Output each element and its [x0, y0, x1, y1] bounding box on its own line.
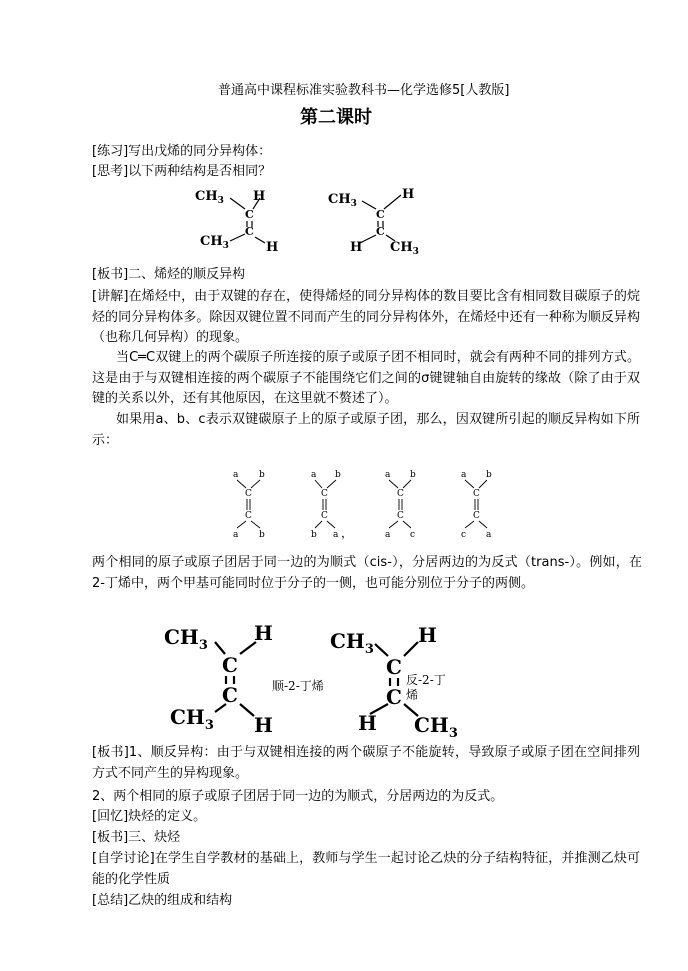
a-label: a — [385, 530, 391, 540]
a-label: a — [233, 530, 239, 540]
trans-butene-label: 反-2-丁 — [406, 673, 446, 687]
carbon-label: C — [245, 208, 254, 221]
page-title: 第二课时 — [300, 107, 372, 128]
a-label: a — [486, 530, 492, 540]
h-label: H — [418, 623, 437, 647]
explain-paragraph: [讲解]在烯烃中，由于双键的存在，使得烯烃的同分异构体的数目要比含有相同数目碳原子的烷烃的同分异构体多。除因双键位置不同而产生的同分异构体外，在烯烃中还有一种称为顺反异构（也称几何异构）的现象。 — [92, 289, 640, 345]
a-label: a — [333, 530, 339, 540]
carbon-label: C — [245, 489, 252, 499]
carbon-label: C — [376, 208, 385, 221]
ch3-label: $CH_3$ — [170, 705, 214, 733]
h-label: H — [254, 621, 273, 645]
h-label: H — [402, 187, 415, 202]
b-label: b — [486, 470, 492, 480]
h-label: H — [254, 713, 273, 737]
ch3-label: $CH_3$ — [414, 713, 458, 740]
ch3-label: $CH_3$ — [328, 192, 357, 209]
b-label: b — [335, 470, 341, 480]
cc-paragraph: 当C═C双键上的两个碳原子所连接的原子或原子团不相同时，就会有两种不同的排列方式。这是由于与双键相连接的两个碳原子不能围绕它们之间的σ键键轴自由旋转的缘故（除了由于双键的关系以外，还有其他原因，在这里就不赘述了）。 — [92, 350, 640, 406]
trans-butene-label: 烯 — [406, 688, 419, 702]
board-heading-1: [板书]二、烯烃的顺反异构 — [92, 267, 246, 282]
summary-line: [总结]乙炔的组成和结构 — [92, 893, 233, 908]
butene-structures — [160, 620, 470, 740]
h-label: H — [266, 240, 279, 255]
a-label: a — [233, 470, 239, 480]
carbon-label: C — [222, 653, 238, 677]
comma: ， — [341, 526, 354, 540]
discuss-paragraph: [自学讨论]在学生自学教材的基础上，教师与学生一起讨论乙炔的分子结构特征，并推测乙炔可能的化学性质 — [92, 851, 640, 887]
carbon-label: C — [222, 683, 238, 707]
carbon-label: C — [386, 685, 402, 709]
exercise-line: [练习]写出戊烯的同分异构体： — [92, 144, 272, 159]
think-line: [思考]以下两种结构是否相同？ — [92, 164, 272, 179]
carbon-label: C — [386, 655, 402, 679]
b-label: b — [259, 470, 265, 480]
board-heading-3: [板书]三、炔烃 — [92, 830, 181, 845]
h-label: H — [358, 711, 377, 735]
abc-diagrams — [225, 465, 505, 545]
recall-line: [回忆]炔烃的定义。 — [92, 809, 207, 824]
carbon-label: C — [397, 489, 404, 499]
ch3-label: $CH_3$ — [330, 629, 374, 657]
ch3-label: $CH_3$ — [390, 240, 419, 257]
carbon-label: C — [245, 225, 254, 238]
structures-small — [190, 183, 450, 258]
board-paragraph-1: [板书]1、顺反异构：由于与双键相连接的两个碳原子不能旋转，导致原子或原子团在空间排列方式不同产生的异构现象。 — [92, 745, 640, 781]
b-label: b — [311, 530, 317, 540]
cis-trans-paragraph: 两个相同的原子或原子团居于同一边的为顺式（cis-），分居两边的为反式（trans-）。例如，在2-丁烯中，两个甲基可能同时位于分子的一侧，也可能分别位于分子的两侧。 — [92, 555, 642, 591]
c-label: c — [410, 530, 416, 540]
ch3-label: $CH_3$ — [164, 625, 208, 653]
document-header: 普通高中课程标准实验教科书—化学选修5[人教版] — [218, 83, 510, 98]
cis-butene-label: 顺-2-丁烯 — [272, 679, 324, 693]
h-label: H — [350, 240, 363, 255]
abc-paragraph: 如果用a、b、c表示双键碳原子上的原子或原子团，那么，因双键所引起的顺反异构如下所示： — [92, 412, 640, 448]
a-label: a — [461, 470, 467, 480]
a-label: a — [311, 470, 317, 480]
carbon-label: C — [473, 489, 480, 499]
carbon-label: C — [245, 511, 252, 521]
h-label: H — [253, 189, 266, 204]
carbon-label: C — [473, 511, 480, 521]
carbon-label: C — [376, 225, 385, 238]
ch3-label: $CH_3$ — [195, 189, 224, 206]
carbon-label: C — [397, 511, 404, 521]
carbon-label: C — [321, 489, 328, 499]
ch3-label: $CH_3$ — [200, 234, 229, 251]
c-label: c — [461, 530, 467, 540]
b-label: b — [410, 470, 416, 480]
point-2: 2、两个相同的原子或原子团居于同一边的为顺式，分居两边的为反式。 — [92, 789, 504, 804]
carbon-label: C — [321, 511, 328, 521]
b-label: b — [259, 530, 265, 540]
a-label: a — [385, 470, 391, 480]
